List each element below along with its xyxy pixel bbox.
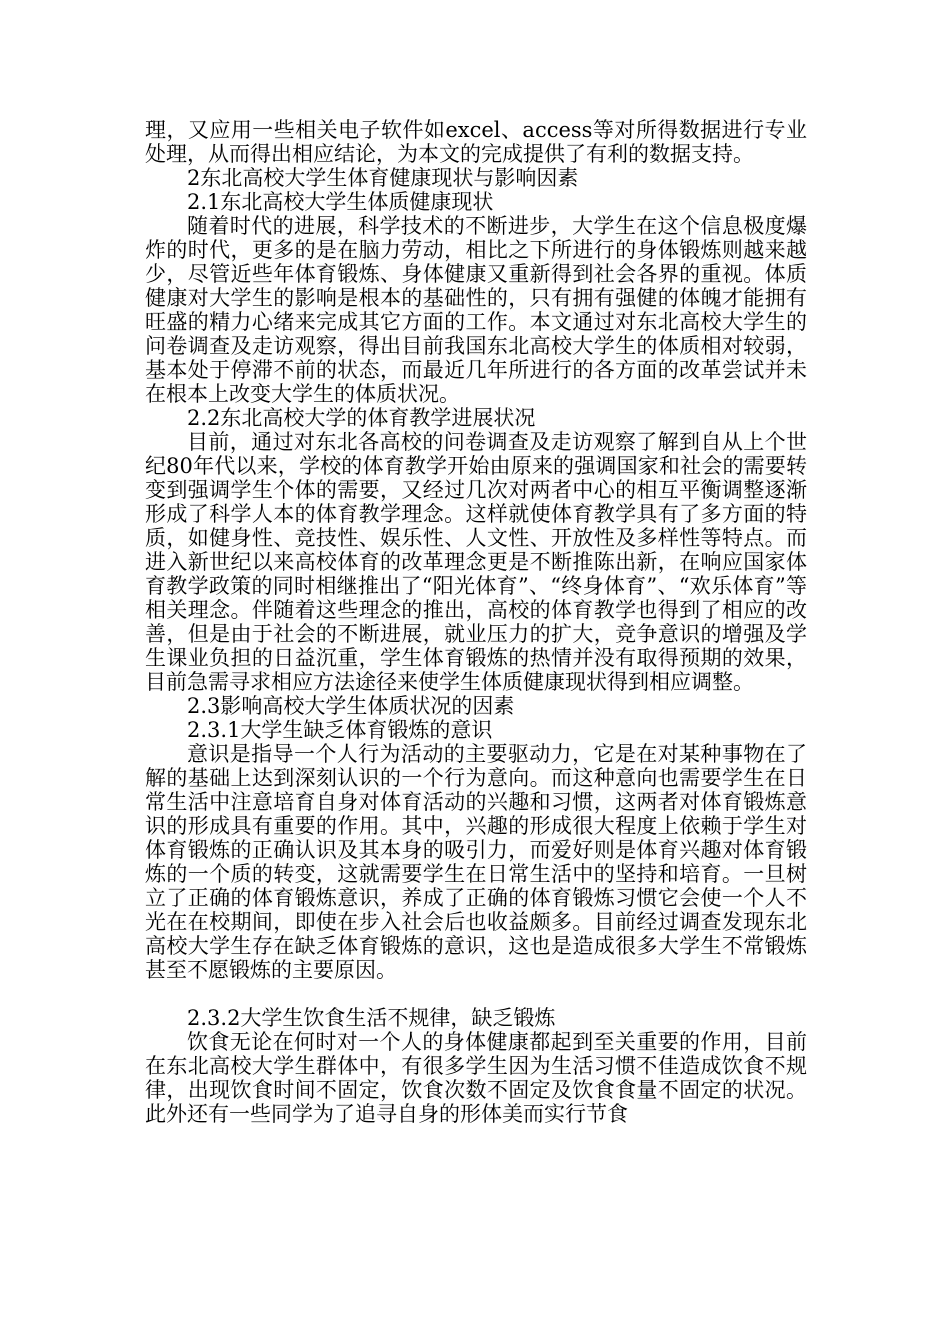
section-heading-2-1: 2.1东北高校大学生体质健康现状 (187, 190, 494, 214)
paragraph-2-1: 随着时代的进展，科学技术的不断进步，大学生在这个信息极度爆炸的时代，更多的是在脑力劳动，相比之下所进行的身体锻炼则越来越少，尽管近些年体育锻炼、身体健康又重新得到社会各界的重视。体质健康对大学生的影响是根本的基础性的，只有拥有强健的体魄才能拥有旺盛的精力心绪来完成其它方面的工作。本文通过对东北高校大学生的问卷调查及走访观察，得出目前我国东北高校大学生的体质相对较弱，基本处于停滞不前的状态，而最近几年所进行的各方面的改革尝试并未在根本上改变大学生的体质状况。 (145, 214, 807, 406)
paragraph-intro: 理，又应用一些相关电子软件如excel、access等对所得数据进行专业处理，从而得出相应结论，为本文的完成提供了有利的数据支持。 (145, 118, 807, 166)
paragraph-2-2: 目前，通过对东北各高校的问卷调查及走访观察了解到自从上个世纪80年代以来，学校的体育教学开始由原来的强调国家和社会的需要转变到强调学生个体的需要，又经过几次对两者中心的相互平衡调整逐渐形成了科学人本的体育教学理念。这样就使体育教学具有了多方面的特质，如健身性、竞技性、娱乐性、人文性、开放性及多样性等特点。而进入新世纪以来高校体育的改革理念更是不断推陈出新，在响应国家体育教学政策的同时相继推出了“阳光体育”、“终身体育”、“欢乐体育”等相关理念。伴随着这些理念的推出，高校的体育教学也得到了相应的改善，但是由于社会的不断进展，就业压力的扩大，竞争意识的增强及学生课业负担的日益沉重，学生体育锻炼的热情并没有取得预期的效果，目前急需寻求相应方法途径来使学生体质健康现状得到相应调整。 (145, 430, 807, 694)
section-heading-2-3: 2.3影响高校大学生体质状况的因素 (187, 694, 515, 718)
paragraph-spacer (145, 982, 807, 1006)
section-heading-2-3-2: 2.3.2大学生饮食生活不规律，缺乏锻炼 (187, 1006, 556, 1030)
section-heading-2-2: 2.2东北高校大学的体育教学进展状况 (187, 406, 536, 430)
document-page (145, 118, 807, 1126)
section-heading-2: 2东北高校大学生体育健康现状与影响因素 (187, 166, 579, 190)
paragraph-2-3-1: 意识是指导一个人行为活动的主要驱动力，它是在对某种事物在了解的基础上达到深刻认识的一个行为意向。而这种意向也需要学生在日常生活中注意培育自身对体育活动的兴趣和习惯，这两者对体育锻炼意识的形成具有重要的作用。其中，兴趣的形成很大程度上依赖于学生对体育锻炼的正确认识及其本身的吸引力，而爱好则是体育兴趣对体育锻炼的一个质的转变，这就需要学生在日常生活中的坚持和培育。一旦树立了正确的体育锻炼意识，养成了正确的体育锻炼习惯它会使一个人不光在在校期间，即使在步入社会后也收益颇多。目前经过调查发现东北高校大学生存在缺乏体育锻炼的意识，这也是造成很多大学生不常锻炼甚至不愿锻炼的主要原因。 (145, 742, 807, 982)
paragraph-2-3-2: 饮食无论在何时对一个人的身体健康都起到至关重要的作用，目前在东北高校大学生群体中，有很多学生因为生活习惯不佳造成饮食不规律，出现饮食时间不固定，饮食次数不固定及饮食食量不固定的状况。此外还有一些同学为了追寻自身的形体美而实行节食 (145, 1030, 807, 1126)
section-heading-2-3-1: 2.3.1大学生缺乏体育锻炼的意识 (187, 718, 493, 742)
